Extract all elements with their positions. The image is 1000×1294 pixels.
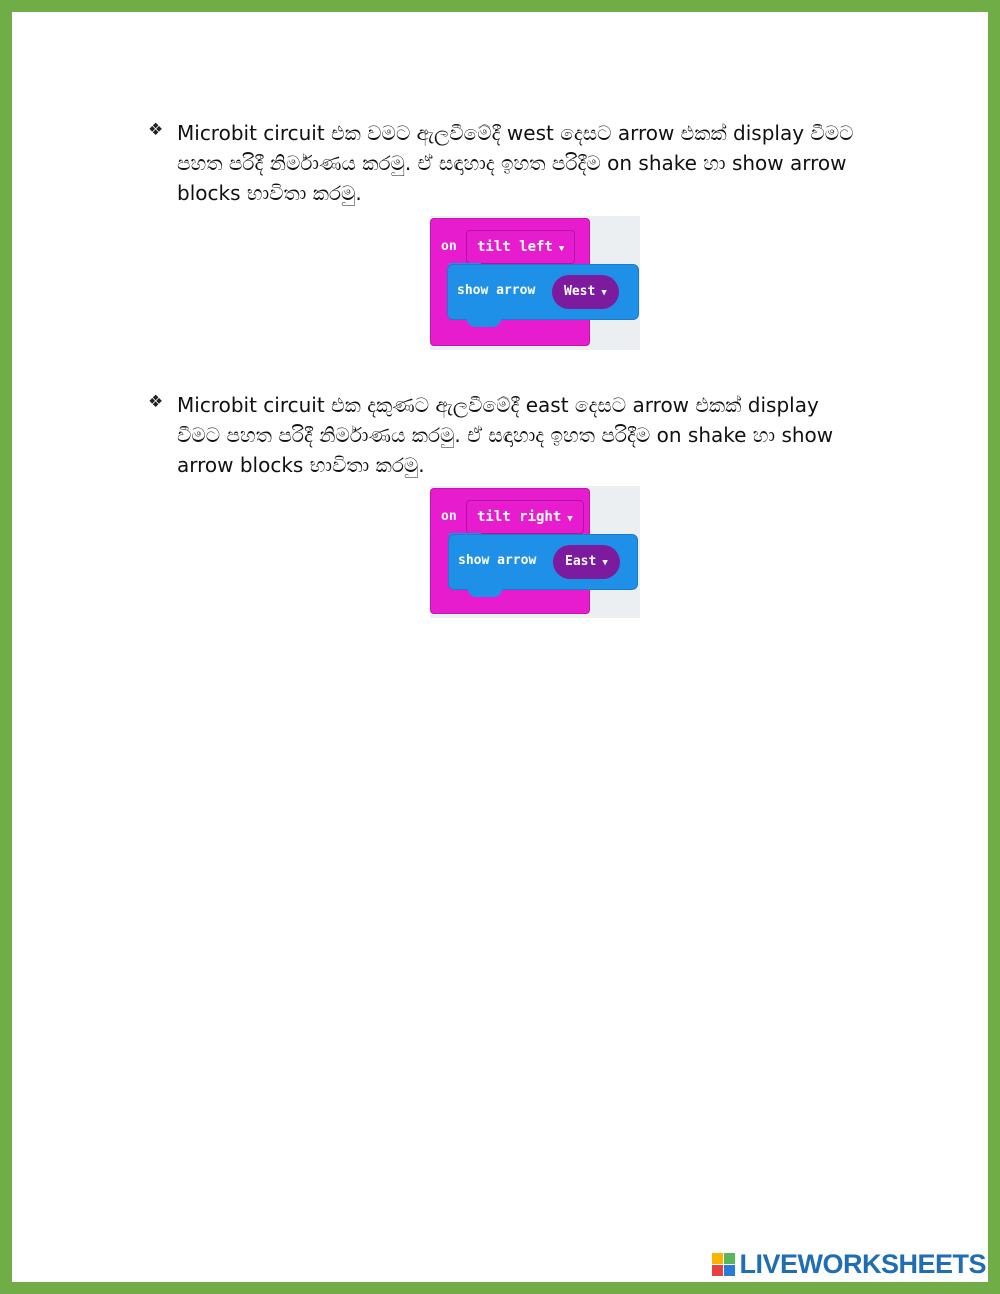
direction-label: East	[565, 554, 597, 569]
instruction-item-2	[148, 390, 868, 480]
instruction-text: Microbit circuit එක දකුණට ඇලවීමේදී east දෙසට arrow එකක් display වීමට පහත පරිදී නිර්මාණය කරමු. ඒ සඳාහාද ඉහත පරිදීම on shake හා show arrow blocks භාවිතා කරමු.	[177, 393, 834, 477]
dropdown-caret-icon: ▼	[601, 288, 607, 298]
logo-square	[724, 1253, 735, 1264]
logo-square	[712, 1265, 723, 1276]
bullet-icon: ❖	[148, 120, 164, 140]
event-dropdown	[466, 500, 584, 534]
dropdown-caret-icon: ▼	[602, 558, 608, 568]
direction-dropdown	[553, 545, 620, 579]
block-bump	[467, 319, 501, 327]
direction-dropdown	[552, 275, 619, 309]
show-arrow-block	[448, 534, 638, 590]
event-on-label: on	[441, 239, 457, 254]
show-arrow-block	[447, 264, 639, 320]
dropdown-caret-icon: ▼	[567, 514, 573, 524]
direction-label: West	[564, 284, 596, 299]
block-bump	[468, 589, 502, 597]
logo-text: LIVEWORKSHEETS	[739, 1249, 986, 1279]
show-arrow-label: show arrow	[457, 283, 536, 298]
event-on-label: on	[441, 509, 457, 524]
event-dropdown	[466, 230, 575, 264]
logo-square	[724, 1265, 735, 1276]
event-dropdown-label: tilt right	[477, 509, 562, 525]
logo-square	[712, 1253, 723, 1264]
live-grid-icon	[712, 1253, 735, 1276]
dropdown-caret-icon: ▼	[558, 244, 565, 254]
show-arrow-label: show arrow	[458, 553, 537, 568]
tilt-left-code-block	[430, 216, 640, 350]
event-dropdown-label: tilt left	[477, 239, 553, 255]
bullet-icon: ❖	[148, 392, 164, 412]
instruction-text: Microbit circuit එක වමට ඇලවීමේදී west දෙසට arrow එකක් display වීමට පහත පරිදී නිර්මාණය කරමු. ඒ සඳාහාද ඉහත පරිදීම on shake හා show arrow blocks භාවිතා කරමු.	[177, 121, 854, 205]
liveworksheets-logo	[712, 1249, 986, 1280]
tilt-right-code-block	[430, 486, 640, 618]
instruction-item-1	[148, 118, 868, 208]
